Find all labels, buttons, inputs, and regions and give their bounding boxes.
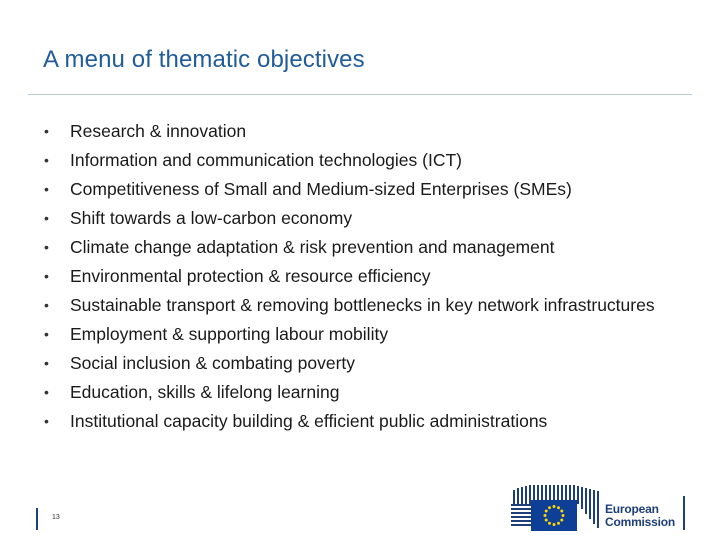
bullet-text: Employment & supporting labour mobility	[70, 324, 389, 344]
bullet-text: Climate change adaptation & risk prevention and management	[70, 237, 555, 257]
list-item	[44, 204, 694, 233]
page-number-bar	[36, 508, 38, 530]
bullet-text: Environmental protection & resource efficiency	[70, 266, 431, 286]
european-commission-logo	[511, 482, 687, 532]
logo-line-commission: Commission	[605, 515, 676, 529]
list-item	[44, 262, 694, 291]
bullet-text: Institutional capacity building & efficient public administrations	[70, 411, 548, 431]
logo-wordmark	[605, 503, 675, 529]
list-item	[44, 233, 694, 262]
bullet-icon: •	[44, 181, 49, 197]
slide-title: A menu of thematic objectives	[43, 46, 365, 73]
bullet-text: Information and communication technologies (ICT)	[70, 150, 462, 170]
list-item	[44, 146, 694, 175]
title-divider	[28, 94, 692, 95]
objectives-list	[44, 117, 694, 436]
bullet-text: Sustainable transport & removing bottlenecks in key network infrastructures	[70, 295, 655, 315]
list-item	[44, 378, 694, 407]
bullet-text: Shift towards a low-carbon economy	[70, 208, 353, 228]
bullet-text: Education, skills & lifelong learning	[70, 382, 340, 402]
bullet-icon: •	[44, 152, 49, 168]
bullet-icon: •	[44, 326, 49, 342]
list-item	[44, 349, 694, 378]
list-item	[44, 117, 694, 146]
bullet-text: Research & innovation	[70, 121, 247, 141]
bullet-text: Social inclusion & combating poverty	[70, 353, 356, 373]
list-item	[44, 320, 694, 349]
bullet-icon: •	[44, 210, 49, 226]
bullet-icon: •	[44, 239, 49, 255]
bullet-icon: •	[44, 384, 49, 400]
logo-line-european: European	[605, 502, 659, 516]
bullet-icon: •	[44, 355, 49, 371]
logo-separator	[683, 496, 685, 530]
bullet-text: Competitiveness of Small and Medium-sized Enterprises (SMEs)	[70, 179, 572, 199]
list-item	[44, 175, 694, 204]
bullet-icon: •	[44, 413, 49, 429]
list-item	[44, 407, 694, 436]
bullet-icon: •	[44, 123, 49, 139]
list-item	[44, 291, 694, 320]
eu-flag-icon	[531, 500, 577, 531]
bullet-icon: •	[44, 297, 49, 313]
bullet-icon: •	[44, 268, 49, 284]
page-number: 13	[52, 514, 60, 521]
